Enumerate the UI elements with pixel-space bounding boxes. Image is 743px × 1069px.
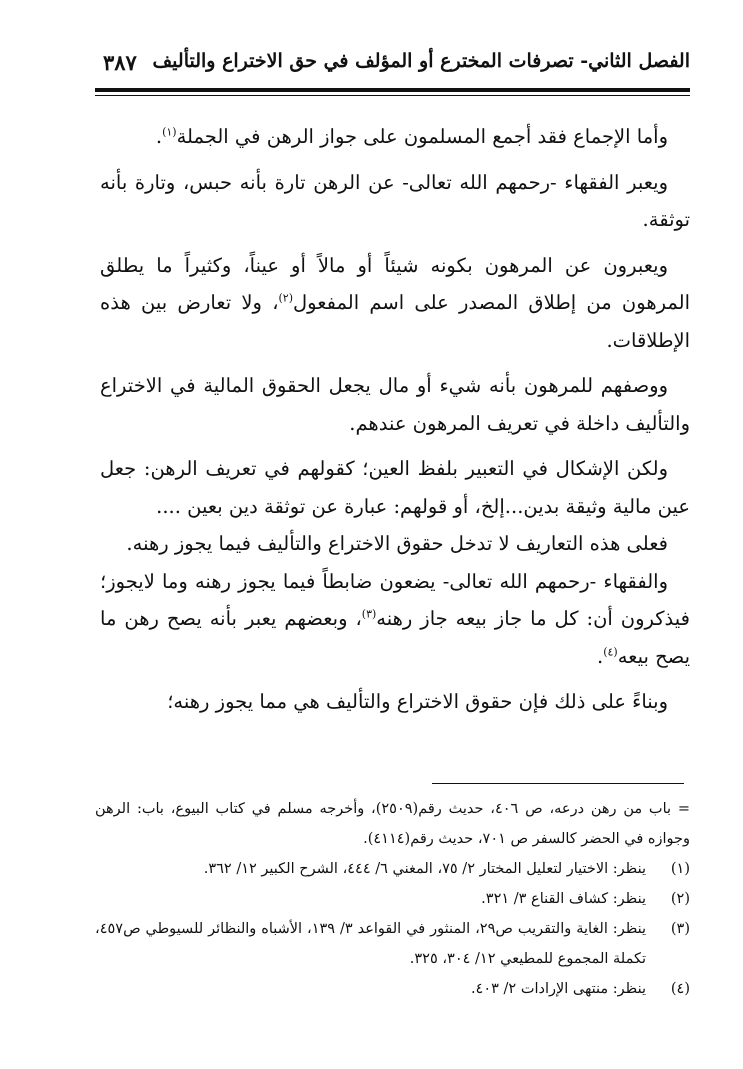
running-header xyxy=(95,44,690,84)
footnote-ref: (٤) xyxy=(603,645,618,658)
footnote-ref: (٢) xyxy=(278,291,294,305)
paragraph: وبناءً على ذلك فإن حقوق الاختراع والتأليف هي مما يجوز رهنه؛ xyxy=(167,690,668,713)
footnote-separator xyxy=(432,783,684,784)
footnote-number: (١) xyxy=(670,861,690,877)
paragraph: ووصفهم للمرهون بأنه شيء أو مال يجعل الحقوق المالية في الاختراع والتأليف داخلة في تعريف المرهون عندهم. xyxy=(100,374,690,435)
footnote-number: (٢) xyxy=(670,891,690,907)
footnote-ref: (٣) xyxy=(361,607,377,621)
paragraph: ويعبرون عن المرهون بكونه شيئاً أو مالاً أو عيناً، وكثيراً ما يطلق المرهون من إطلاق المصدر على اسم المفعول$^{(٢)}$، ولا تعارض بين هذه الإطلاقات. xyxy=(100,253,690,352)
paragraph: فعلى هذه التعاريف لا تدخل حقوق الاختراع والتأليف فيما يجوز رهنه. xyxy=(126,532,668,555)
footnote-text: ينظر: منتهى الإرادات ٢/ ٤٠٣. xyxy=(470,981,646,997)
footnotes xyxy=(95,794,690,1004)
footnote-text: ينظر: الاختيار لتعليل المختار ٢/ ٧٥، المغني ٦/ ٤٤٤، الشرح الكبير ١٢/ ٣٦٢. xyxy=(203,861,646,877)
chapter-title: الفصل الثاني- تصرفات المخترع أو المؤلف في حق الاختراع والتأليف xyxy=(152,50,690,72)
header-rule-thin xyxy=(95,95,690,96)
footnote-number: (٤) xyxy=(670,981,690,997)
footnote-item xyxy=(95,884,690,914)
footnote-item xyxy=(95,974,690,1004)
paragraph: ويعبر الفقهاء -رحمهم الله تعالى- عن الرهن تارة بأنه حبس، وتارة بأنه توثقة. xyxy=(100,170,690,231)
paragraph: والفقهاء -رحمهم الله تعالى- يضعون ضابطاً فيما يجوز رهنه وما لايجوز؛ فيذكرون أن: كل ما جاز بيعه جاز رهنه$^{(٣)}$، وبعضهم يعبر بأنه يصح رهن ما يصح بيعه$^{(٤)}$. xyxy=(100,569,690,668)
footnote-number: (٣) xyxy=(670,921,690,937)
footnote-item xyxy=(95,914,690,974)
footnote-text: ينظر: كشاف القناع ٣/ ٣٢١. xyxy=(481,891,646,907)
footnote-ref: (١) xyxy=(162,125,177,139)
paragraph: وأما الإجماع فقد أجمع المسلمون على جواز الرهن في الجملة$^{(١)}$. xyxy=(155,125,668,148)
header-rule-thick xyxy=(95,88,690,92)
footnote-text: ينظر: الغاية والتقريب ص٢٩، المنثور في القواعد ٣/ ١٣٩، الأشباه والنظائر للسيوطي ص٤٥٧، تكملة المجموع للمطيعي ١٢/ ٣٠٤، ٣٢٥. xyxy=(95,921,646,967)
page-number: ٣٨٧ xyxy=(103,50,137,75)
footnote-continuation: = باب من رهن درعه، ص ٤٠٦، حديث رقم(٢٥٠٩)، وأخرجه مسلم في كتاب البيوع، باب: الرهن وجوازه في الحضر كالسفر ص ٧٠١، حديث رقم(٤١١٤). xyxy=(95,801,690,847)
main-text xyxy=(100,118,690,729)
paragraph: ولكن الإشكال في التعبير بلفظ العين؛ كقولهم في تعريف الرهن: جعل عين مالية وثيقة بدين...إلخ، أو قولهم: عبارة عن توثقة دين بعين .... xyxy=(100,457,690,518)
footnote-item xyxy=(95,854,690,884)
